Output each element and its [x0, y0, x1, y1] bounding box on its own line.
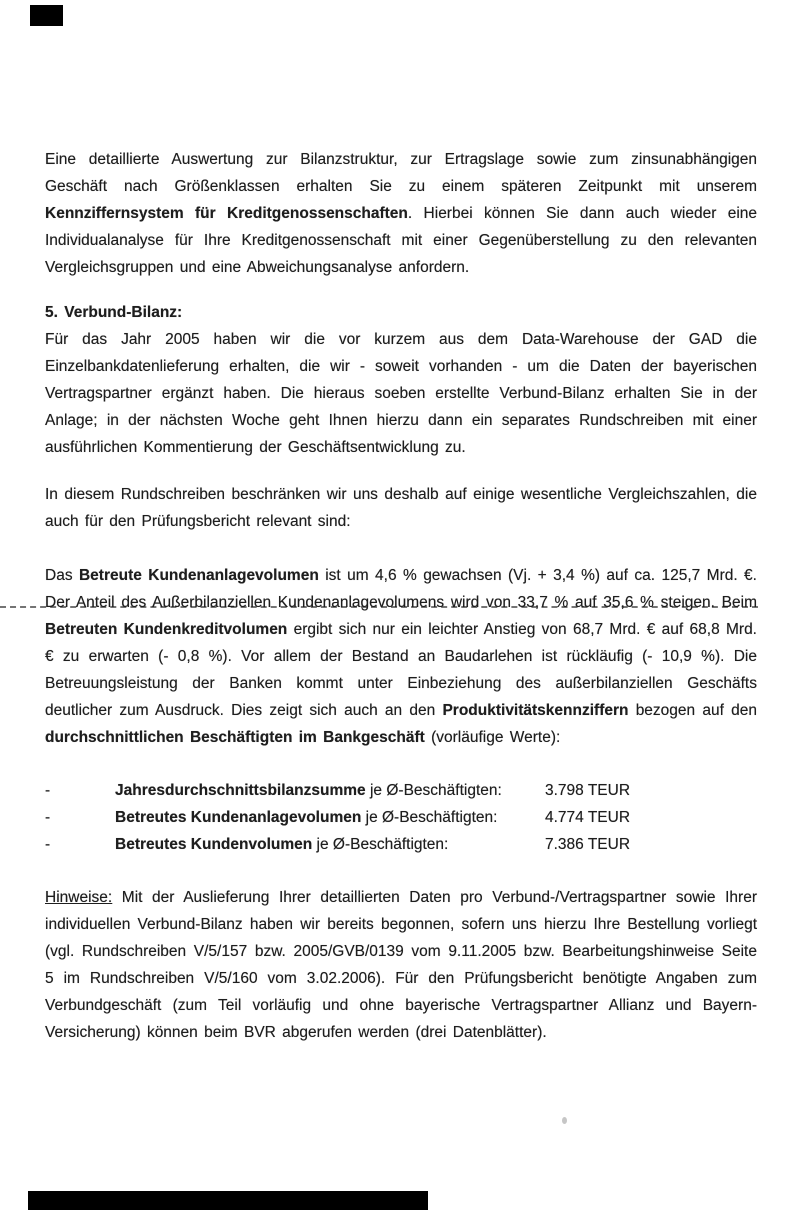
- metric-value: 7.386 TEUR: [545, 836, 631, 853]
- metric-value: 3.798 TEUR: [545, 782, 631, 799]
- list-item: [45, 831, 757, 858]
- paragraph-intro: Eine detaillierte Auswertung zur Bilanzstruktur, zur Ertragslage sowie zum zinsunabhängigen Geschäft nach Größenklassen erhalten Sie zu einem späteren Zeitpunkt mit unserem Kennziffernsystem für Kreditgenossenschaften. Hierbei können Sie dann auch wieder eine Individualanalyse für Ihre Kreditgenossenschaft mit einer Gegenüberstellung zu den relevanten Vergleichsgruppen und eine Abweichungsanalyse anfordern.: [45, 151, 758, 276]
- list-bullet: -: [45, 782, 51, 799]
- metric-label-bold: Jahresdurchschnittsbilanzsumme: [115, 782, 366, 799]
- section-body: Für das Jahr 2005 haben wir die vor kurzem aus dem Data-Warehouse der GAD die Einzelbankdatenlieferung erhalten, die wir - soweit vorhanden - um die Daten der bayerischen Vertragspartner ergänzt haben. Die hieraus soeben erstellte Verbund-Bilanz erhalten Sie in der Anlage; in der nächsten Woche geht Ihnen hierzu dann ein separates Rundschreiben mit einer ausführlichen Kommentierung der Geschäftsentwicklung zu.: [45, 331, 757, 456]
- paragraph-rundschreiben: In diesem Rundschreiben beschränken wir uns deshalb auf einige wesentliche Vergleichszahlen, die auch für den Prüfungsbericht relevant sind:: [45, 486, 757, 530]
- list-item: [45, 777, 757, 804]
- scan-artifact-top-left: [30, 5, 63, 26]
- metric-label: [115, 804, 497, 831]
- metric-label-rest: je Ø-Beschäftigten:: [361, 809, 498, 826]
- section-heading: 5. Verbund-Bilanz:: [45, 304, 183, 321]
- metric-label-bold: Betreutes Kundenvolumen: [115, 836, 313, 853]
- list-bullet: -: [45, 809, 51, 826]
- list-item: [45, 804, 757, 831]
- section-verbund-bilanz: [45, 299, 757, 461]
- metric-value: 4.774 TEUR: [545, 809, 631, 826]
- list-bullet: -: [45, 836, 51, 853]
- metric-label-rest: je Ø-Beschäftigten:: [312, 836, 449, 853]
- metric-label: [115, 777, 502, 804]
- metric-label-bold: Betreutes Kundenanlagevolumen: [115, 809, 362, 826]
- paragraph-hinweise: Hinweise: Mit der Auslieferung Ihrer detaillierten Daten pro Verbund-/Vertragspartner sowie Ihrer individuellen Verbund-Bilanz haben wir bereits begonnen, sofern uns hierzu Ihre Bestellung vorliegt (vgl. Rundschreiben V/5/157 bzw. 2005/GVB/0139 vom 9.11.2005 bzw. Bearbeitungshinweise Seite 5 im Rundschreiben V/5/160 vom 3.02.2006). Für den Prüfungsbericht benötigte Angaben zum Verbundgeschäft (zum Teil vorläufig und ohne bayerische Vertragspartner Allianz und Bayern-Versicherung) können beim BVR abgerufen werden (drei Datenblätter).: [45, 889, 757, 1041]
- metric-label: [115, 831, 448, 858]
- kennziffern-list: [45, 777, 757, 858]
- scan-artifact-bottom-bar: [28, 1191, 428, 1210]
- paragraph-kennzahlen: Das Betreute Kundenanlagevolumen ist um 4,6 % gewachsen (Vj. + 3,4 %) auf ca. 125,7 Mrd. €. Der Anteil des Außerbilanziellen Kundenanlagevolumens wird von 33,7 % auf 35,6 % steigen. Beim Betreuten Kundenkreditvolumen ergibt sich nur ein leichter Anstieg von 68,7 Mrd. € auf 68,8 Mrd. € zu erwarten (- 0,8 %). Vor allem der Bestand an Baudarlehen ist rückläufig (- 10,9 %). Die Betreuungsleistung der Banken kommt unter Einbeziehung des außerbilanziellen Geschäfts deutlicher zum Ausdruck. Dies zeigt sich auch an den Produktivitätskennziffern bezogen auf den durchschnittlichen Beschäftigten im Bankgeschäft (vorläufige Werte):: [45, 567, 757, 746]
- scan-artifact-speck: [562, 1117, 567, 1124]
- metric-label-rest: je Ø-Beschäftigten:: [365, 782, 502, 799]
